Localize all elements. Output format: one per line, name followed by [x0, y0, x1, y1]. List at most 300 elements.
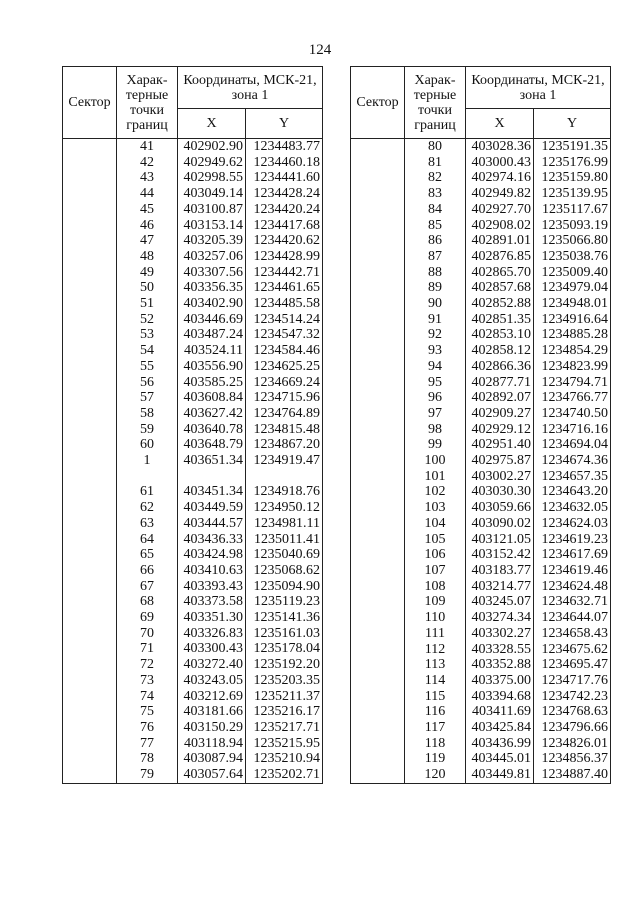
x-cell: 403121.05	[466, 532, 534, 548]
point-cell: 97	[405, 406, 466, 422]
table-row	[63, 751, 323, 767]
sector-cell	[63, 170, 117, 186]
y-cell: 1235040.69	[246, 547, 323, 563]
sector-cell	[63, 218, 117, 234]
table-row	[63, 720, 323, 736]
y-cell: 1234669.24	[246, 375, 323, 391]
y-cell: 1234632.05	[534, 500, 611, 516]
sector-cell	[63, 767, 117, 783]
point-cell: 94	[405, 359, 466, 375]
y-cell: 1234918.76	[246, 484, 323, 500]
y-cell: 1234483.77	[246, 139, 323, 155]
x-cell: 403393.43	[178, 579, 246, 595]
y-cell: 1234442.71	[246, 265, 323, 281]
table-row	[351, 170, 611, 186]
y-cell: 1234420.24	[246, 202, 323, 218]
y-cell: 1234887.40	[534, 767, 611, 783]
x-cell: 403057.64	[178, 767, 246, 783]
y-cell: 1234625.25	[246, 359, 323, 375]
point-cell: 60	[117, 437, 178, 453]
coordinates-table-right	[350, 66, 611, 784]
table-row	[63, 359, 323, 375]
sector-cell	[63, 610, 117, 626]
x-cell: 403152.42	[466, 547, 534, 563]
table-row	[351, 532, 611, 548]
table-row	[351, 610, 611, 626]
point-cell: 45	[117, 202, 178, 218]
point-cell: 109	[405, 594, 466, 610]
sector-cell	[351, 547, 405, 563]
x-cell: 403402.90	[178, 296, 246, 312]
x-cell: 403183.77	[466, 563, 534, 579]
point-cell: 87	[405, 249, 466, 265]
y-cell: 1234766.77	[534, 390, 611, 406]
point-cell: 85	[405, 218, 466, 234]
point-cell: 81	[405, 155, 466, 171]
point-cell: 68	[117, 594, 178, 610]
sector-cell	[63, 736, 117, 752]
x-cell: 403090.02	[466, 516, 534, 532]
x-cell: 403328.55	[466, 642, 534, 658]
sector-cell	[351, 610, 405, 626]
point-cell: 100	[405, 453, 466, 469]
point-cell: 119	[405, 751, 466, 767]
sector-cell	[351, 218, 405, 234]
y-cell: 1234950.12	[246, 500, 323, 516]
y-cell: 1234658.43	[534, 626, 611, 642]
point-cell: 65	[117, 547, 178, 563]
sector-cell	[351, 280, 405, 296]
y-cell: 1235141.36	[246, 610, 323, 626]
y-cell: 1234854.29	[534, 343, 611, 359]
table-row	[351, 594, 611, 610]
y-cell: 1235191.35	[534, 139, 611, 155]
x-cell: 403150.29	[178, 720, 246, 736]
point-cell: 93	[405, 343, 466, 359]
table-row	[63, 500, 323, 516]
x-cell: 403300.43	[178, 641, 246, 657]
table-row	[63, 610, 323, 626]
point-cell: 84	[405, 202, 466, 218]
x-cell: 403445.01	[466, 751, 534, 767]
table-row	[351, 202, 611, 218]
x-cell: 402902.90	[178, 139, 246, 155]
x-cell: 403608.84	[178, 390, 246, 406]
y-cell: 1235216.17	[246, 704, 323, 720]
y-cell: 1234716.16	[534, 422, 611, 438]
sector-cell	[351, 689, 405, 705]
sector-cell	[63, 202, 117, 218]
sector-cell	[63, 484, 117, 500]
sector-cell	[351, 155, 405, 171]
sector-cell	[63, 343, 117, 359]
point-cell: 76	[117, 720, 178, 736]
point-cell: 63	[117, 516, 178, 532]
table-row	[351, 704, 611, 720]
sector-cell	[63, 704, 117, 720]
table-row	[63, 406, 323, 422]
table-row	[63, 532, 323, 548]
table-row	[63, 202, 323, 218]
y-cell: 1235066.80	[534, 233, 611, 249]
point-cell: 114	[405, 673, 466, 689]
point-cell: 92	[405, 327, 466, 343]
sector-cell	[351, 312, 405, 328]
sector-cell	[63, 249, 117, 265]
y-cell: 1234617.69	[534, 547, 611, 563]
point-cell: 43	[117, 170, 178, 186]
sector-cell	[63, 469, 117, 485]
y-cell: 1234514.24	[246, 312, 323, 328]
x-cell: 402908.02	[466, 218, 534, 234]
table-row	[351, 249, 611, 265]
x-cell: 403205.39	[178, 233, 246, 249]
point-cell: 69	[117, 610, 178, 626]
table-row	[63, 767, 323, 783]
sector-cell	[351, 139, 405, 155]
table-row	[351, 437, 611, 453]
sector-cell	[351, 579, 405, 595]
point-cell: 80	[405, 139, 466, 155]
sector-cell	[351, 422, 405, 438]
table-row	[351, 406, 611, 422]
x-cell: 403243.05	[178, 673, 246, 689]
x-cell: 403410.63	[178, 563, 246, 579]
x-cell: 402891.01	[466, 233, 534, 249]
sector-cell	[63, 657, 117, 673]
table-row	[63, 312, 323, 328]
y-cell: 1235176.99	[534, 155, 611, 171]
point-cell: 52	[117, 312, 178, 328]
x-cell: 402852.88	[466, 296, 534, 312]
x-cell: 402949.82	[466, 186, 534, 202]
table-row	[63, 296, 323, 312]
x-cell: 403087.94	[178, 751, 246, 767]
table-row	[351, 186, 611, 202]
table-row	[351, 453, 611, 469]
point-cell: 120	[405, 767, 466, 783]
y-cell: 1234815.48	[246, 422, 323, 438]
y-cell: 1235192.20	[246, 657, 323, 673]
point-cell: 74	[117, 689, 178, 705]
point-cell: 58	[117, 406, 178, 422]
y-cell: 1235211.37	[246, 689, 323, 705]
sector-cell	[63, 532, 117, 548]
sector-cell	[351, 500, 405, 516]
sector-cell	[351, 359, 405, 375]
x-cell: 403028.36	[466, 139, 534, 155]
y-cell: 1235117.67	[534, 202, 611, 218]
table-row	[351, 155, 611, 171]
x-cell: 402892.07	[466, 390, 534, 406]
sector-cell	[351, 720, 405, 736]
y-cell: 1235161.03	[246, 626, 323, 642]
x-cell: 403214.77	[466, 579, 534, 595]
table-row	[351, 390, 611, 406]
y-cell: 1235011.41	[246, 532, 323, 548]
point-cell	[117, 469, 178, 485]
table-row	[63, 280, 323, 296]
table-row	[351, 280, 611, 296]
point-cell: 105	[405, 532, 466, 548]
point-cell: 98	[405, 422, 466, 438]
point-cell: 113	[405, 657, 466, 673]
table-row	[63, 343, 323, 359]
y-cell: 1234461.65	[246, 280, 323, 296]
y-cell: 1234867.20	[246, 437, 323, 453]
table-row	[351, 218, 611, 234]
sector-cell	[351, 626, 405, 642]
x-cell: 403307.56	[178, 265, 246, 281]
sector-cell	[63, 453, 117, 469]
y-cell: 1234428.24	[246, 186, 323, 202]
point-cell: 95	[405, 375, 466, 391]
point-cell: 50	[117, 280, 178, 296]
y-cell: 1234417.68	[246, 218, 323, 234]
y-cell: 1235094.90	[246, 579, 323, 595]
point-cell: 72	[117, 657, 178, 673]
x-cell: 402865.70	[466, 265, 534, 281]
y-cell: 1234675.62	[534, 642, 611, 658]
y-cell: 1234948.01	[534, 296, 611, 312]
point-cell: 56	[117, 375, 178, 391]
table-row	[63, 218, 323, 234]
table-row	[351, 312, 611, 328]
sector-cell	[351, 202, 405, 218]
sector-cell	[351, 375, 405, 391]
point-cell: 75	[117, 704, 178, 720]
point-cell: 49	[117, 265, 178, 281]
x-cell: 402927.70	[466, 202, 534, 218]
table-row	[63, 673, 323, 689]
table-row	[63, 704, 323, 720]
point-cell: 86	[405, 233, 466, 249]
x-cell: 403212.69	[178, 689, 246, 705]
x-cell: 403326.83	[178, 626, 246, 642]
x-cell: 403394.68	[466, 689, 534, 705]
x-cell: 403181.66	[178, 704, 246, 720]
table-row	[351, 626, 611, 642]
point-cell: 64	[117, 532, 178, 548]
y-cell: 1234619.23	[534, 532, 611, 548]
sector-cell	[63, 280, 117, 296]
y-cell: 1235093.19	[534, 218, 611, 234]
x-cell: 403030.30	[466, 484, 534, 500]
x-cell: 403449.81	[466, 767, 534, 783]
table-row	[351, 375, 611, 391]
y-cell: 1234624.48	[534, 579, 611, 595]
x-cell: 403100.87	[178, 202, 246, 218]
sector-cell	[63, 626, 117, 642]
table-row	[63, 594, 323, 610]
point-cell: 42	[117, 155, 178, 171]
x-cell: 402998.55	[178, 170, 246, 186]
table-row	[63, 249, 323, 265]
table-row	[351, 673, 611, 689]
sector-cell	[351, 296, 405, 312]
y-cell: 1234428.99	[246, 249, 323, 265]
table-row	[351, 327, 611, 343]
y-cell	[246, 469, 323, 485]
table-row	[63, 390, 323, 406]
point-cell: 53	[117, 327, 178, 343]
table-row	[351, 751, 611, 767]
sector-cell	[351, 186, 405, 202]
point-cell: 78	[117, 751, 178, 767]
y-cell: 1234717.76	[534, 673, 611, 689]
point-cell: 73	[117, 673, 178, 689]
table-body-left	[63, 139, 323, 784]
y-cell: 1235139.95	[534, 186, 611, 202]
x-cell: 403487.24	[178, 327, 246, 343]
table-row	[351, 422, 611, 438]
sector-cell	[351, 751, 405, 767]
x-cell: 402857.68	[466, 280, 534, 296]
y-cell: 1234715.96	[246, 390, 323, 406]
header-x: X	[466, 109, 534, 139]
x-cell: 403375.00	[466, 673, 534, 689]
x-cell: 402853.10	[466, 327, 534, 343]
point-cell: 57	[117, 390, 178, 406]
y-cell: 1234885.28	[534, 327, 611, 343]
point-cell: 90	[405, 296, 466, 312]
point-cell: 118	[405, 736, 466, 752]
table-row	[351, 642, 611, 658]
point-cell: 106	[405, 547, 466, 563]
table-row	[351, 579, 611, 595]
point-cell: 91	[405, 312, 466, 328]
table-row	[63, 579, 323, 595]
x-cell: 403351.30	[178, 610, 246, 626]
table-row	[351, 547, 611, 563]
point-cell: 51	[117, 296, 178, 312]
x-cell: 402876.85	[466, 249, 534, 265]
y-cell: 1234981.11	[246, 516, 323, 532]
point-cell: 55	[117, 359, 178, 375]
x-cell: 403411.69	[466, 704, 534, 720]
x-cell: 403424.98	[178, 547, 246, 563]
point-cell: 62	[117, 500, 178, 516]
y-cell: 1234979.04	[534, 280, 611, 296]
coordinates-table-left	[62, 66, 323, 784]
table-row	[351, 469, 611, 485]
y-cell: 1234794.71	[534, 375, 611, 391]
point-cell: 115	[405, 689, 466, 705]
sector-cell	[351, 249, 405, 265]
sector-cell	[63, 500, 117, 516]
point-cell: 77	[117, 736, 178, 752]
table-row	[351, 657, 611, 673]
table-row	[63, 375, 323, 391]
sector-cell	[63, 139, 117, 155]
sector-cell	[351, 704, 405, 720]
header-coords: Координаты, МСК-21, зона 1	[178, 67, 323, 109]
sector-cell	[351, 390, 405, 406]
table-row	[63, 547, 323, 563]
y-cell: 1234695.47	[534, 657, 611, 673]
sector-cell	[351, 767, 405, 783]
y-cell: 1235178.04	[246, 641, 323, 657]
x-cell: 403356.35	[178, 280, 246, 296]
point-cell: 47	[117, 233, 178, 249]
table-row	[63, 155, 323, 171]
x-cell: 403556.90	[178, 359, 246, 375]
x-cell: 403449.59	[178, 500, 246, 516]
point-cell: 79	[117, 767, 178, 783]
table-row	[63, 641, 323, 657]
sector-cell	[63, 296, 117, 312]
table-row	[63, 422, 323, 438]
point-cell: 117	[405, 720, 466, 736]
table-row	[351, 563, 611, 579]
table-row	[63, 689, 323, 705]
table-row	[351, 720, 611, 736]
x-cell: 403002.27	[466, 469, 534, 485]
sector-cell	[351, 343, 405, 359]
x-cell: 403627.42	[178, 406, 246, 422]
x-cell: 403257.06	[178, 249, 246, 265]
x-cell: 403352.88	[466, 657, 534, 673]
y-cell: 1235202.71	[246, 767, 323, 783]
table-row	[351, 139, 611, 155]
y-cell: 1234856.37	[534, 751, 611, 767]
header-y: Y	[246, 109, 323, 139]
sector-cell	[351, 594, 405, 610]
x-cell: 402929.12	[466, 422, 534, 438]
y-cell: 1234796.66	[534, 720, 611, 736]
table-row	[351, 484, 611, 500]
sector-cell	[351, 673, 405, 689]
sector-cell	[63, 563, 117, 579]
y-cell: 1234674.36	[534, 453, 611, 469]
x-cell: 403444.57	[178, 516, 246, 532]
x-cell: 402909.27	[466, 406, 534, 422]
point-cell: 59	[117, 422, 178, 438]
table-body-right	[351, 139, 611, 784]
table-row	[351, 689, 611, 705]
point-cell: 107	[405, 563, 466, 579]
sector-cell	[351, 516, 405, 532]
sector-cell	[351, 327, 405, 343]
table-row	[63, 469, 323, 485]
point-cell: 112	[405, 642, 466, 658]
table-row	[63, 626, 323, 642]
y-cell: 1234657.35	[534, 469, 611, 485]
x-cell: 403000.43	[466, 155, 534, 171]
sector-cell	[63, 233, 117, 249]
sector-cell	[63, 594, 117, 610]
sector-cell	[63, 437, 117, 453]
table-row	[63, 265, 323, 281]
header-x: X	[178, 109, 246, 139]
point-cell: 71	[117, 641, 178, 657]
sector-cell	[63, 720, 117, 736]
table-row	[63, 186, 323, 202]
y-cell: 1235009.40	[534, 265, 611, 281]
x-cell: 403436.99	[466, 736, 534, 752]
point-cell: 110	[405, 610, 466, 626]
sector-cell	[63, 579, 117, 595]
x-cell: 403272.40	[178, 657, 246, 673]
point-cell: 108	[405, 579, 466, 595]
x-cell: 402877.71	[466, 375, 534, 391]
y-cell: 1235038.76	[534, 249, 611, 265]
sector-cell	[351, 437, 405, 453]
table-row	[351, 500, 611, 516]
point-cell: 111	[405, 626, 466, 642]
table-row	[63, 657, 323, 673]
point-cell: 70	[117, 626, 178, 642]
